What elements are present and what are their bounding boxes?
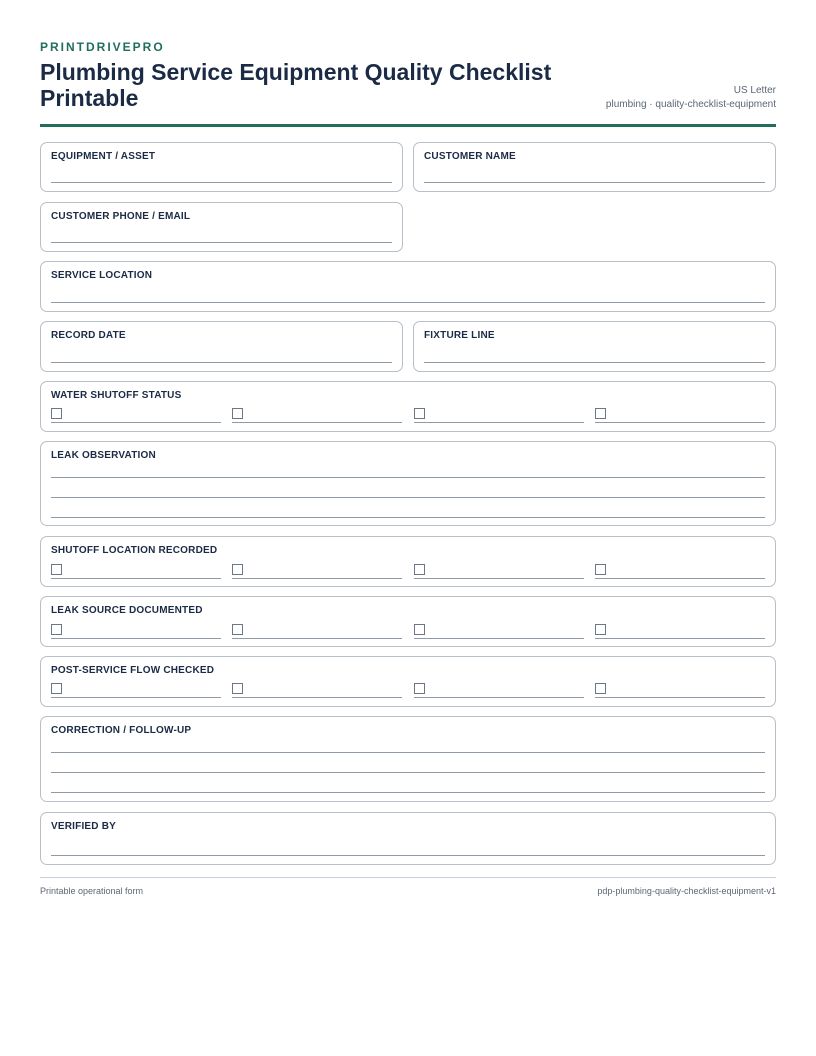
checkbox[interactable] bbox=[595, 564, 606, 575]
leak-source-documented-field bbox=[40, 596, 776, 647]
option-line[interactable] bbox=[51, 578, 221, 579]
option-line[interactable] bbox=[595, 697, 765, 698]
equipment-asset-label: EQUIPMENT / ASSET bbox=[51, 151, 156, 162]
leak-observation-input-line[interactable] bbox=[51, 477, 765, 478]
option-line[interactable] bbox=[414, 697, 584, 698]
option-line[interactable] bbox=[232, 697, 402, 698]
checkbox-option bbox=[51, 623, 221, 639]
correction-follow-up-input-line[interactable] bbox=[51, 752, 765, 753]
service-location-input-line[interactable] bbox=[51, 302, 765, 303]
post-service-flow-checked-label: POST-SERVICE FLOW CHECKED bbox=[51, 665, 215, 676]
page-title: Plumbing Service Equipment Quality Checklist Printable bbox=[40, 59, 552, 111]
correction-follow-up-input-line[interactable] bbox=[51, 792, 765, 793]
water-shutoff-status-field bbox=[40, 381, 776, 432]
checkbox[interactable] bbox=[232, 683, 243, 694]
option-line[interactable] bbox=[595, 422, 765, 423]
record-date-field bbox=[40, 321, 403, 372]
customer-contact-label: CUSTOMER PHONE / EMAIL bbox=[51, 211, 191, 222]
customer-name-field bbox=[413, 142, 776, 192]
checkbox-option bbox=[414, 682, 584, 698]
checkbox-option bbox=[232, 563, 402, 579]
checkbox-option bbox=[595, 563, 765, 579]
option-line[interactable] bbox=[414, 578, 584, 579]
checkbox-option bbox=[414, 563, 584, 579]
fixture-line-input-line[interactable] bbox=[424, 362, 765, 363]
option-line[interactable] bbox=[595, 578, 765, 579]
customer-name-input-line[interactable] bbox=[424, 182, 765, 183]
checkbox[interactable] bbox=[232, 564, 243, 575]
option-line[interactable] bbox=[414, 638, 584, 639]
checkbox-option bbox=[51, 682, 221, 698]
checkbox[interactable] bbox=[232, 408, 243, 419]
option-line[interactable] bbox=[232, 638, 402, 639]
option-line[interactable] bbox=[51, 638, 221, 639]
correction-follow-up-input-line[interactable] bbox=[51, 772, 765, 773]
shutoff-location-recorded-label: SHUTOFF LOCATION RECORDED bbox=[51, 545, 218, 556]
customer-name-label: CUSTOMER NAME bbox=[424, 151, 516, 162]
checkbox-option bbox=[414, 407, 584, 423]
option-line[interactable] bbox=[51, 697, 221, 698]
leak-observation-input-line[interactable] bbox=[51, 517, 765, 518]
checkbox[interactable] bbox=[51, 408, 62, 419]
option-line[interactable] bbox=[232, 578, 402, 579]
document-header bbox=[40, 40, 776, 127]
checkbox-option bbox=[414, 623, 584, 639]
record-date-input-line[interactable] bbox=[51, 362, 392, 363]
document-meta bbox=[606, 84, 776, 112]
brand-name: PRINTDRIVEPRO bbox=[40, 40, 165, 54]
checkbox[interactable] bbox=[595, 624, 606, 635]
option-line[interactable] bbox=[232, 422, 402, 423]
checkbox[interactable] bbox=[51, 683, 62, 694]
paper-size: US Letter bbox=[733, 85, 776, 96]
checkbox-option bbox=[595, 682, 765, 698]
service-location-field bbox=[40, 261, 776, 312]
leak-observation-input-line[interactable] bbox=[51, 497, 765, 498]
water-shutoff-status-label: WATER SHUTOFF STATUS bbox=[51, 390, 182, 401]
customer-contact-input-line[interactable] bbox=[51, 242, 392, 243]
checkbox-option bbox=[51, 407, 221, 423]
document-tags: plumbing · quality-checklist-equipment bbox=[605, 99, 776, 110]
checkbox[interactable] bbox=[414, 624, 425, 635]
correction-follow-up-field bbox=[40, 716, 776, 802]
checkbox-option bbox=[595, 407, 765, 423]
equipment-asset-input-line[interactable] bbox=[51, 182, 392, 183]
option-line[interactable] bbox=[414, 422, 584, 423]
fixture-line-field bbox=[413, 321, 776, 372]
leak-source-documented-label: LEAK SOURCE DOCUMENTED bbox=[51, 605, 203, 616]
checkbox[interactable] bbox=[51, 624, 62, 635]
checkbox[interactable] bbox=[595, 683, 606, 694]
leak-observation-label: LEAK OBSERVATION bbox=[51, 450, 156, 461]
verified-by-field bbox=[40, 812, 776, 865]
checkbox[interactable] bbox=[51, 564, 62, 575]
checkbox-option bbox=[51, 563, 221, 579]
fixture-line-label: FIXTURE LINE bbox=[424, 330, 495, 341]
record-date-label: RECORD DATE bbox=[51, 330, 126, 341]
equipment-asset-field bbox=[40, 142, 403, 192]
footer-form-code: pdp-plumbing-quality-checklist-equipment-v1 bbox=[597, 886, 776, 896]
verified-by-input-line[interactable] bbox=[51, 855, 765, 856]
customer-contact-field bbox=[40, 202, 403, 252]
checkbox[interactable] bbox=[232, 624, 243, 635]
verified-by-label: VERIFIED BY bbox=[51, 821, 116, 832]
correction-follow-up-label: CORRECTION / FOLLOW-UP bbox=[51, 725, 192, 736]
checkbox-option bbox=[232, 623, 402, 639]
option-line[interactable] bbox=[51, 422, 221, 423]
option-line[interactable] bbox=[595, 638, 765, 639]
checkbox-option bbox=[232, 407, 402, 423]
checkbox[interactable] bbox=[595, 408, 606, 419]
leak-observation-field bbox=[40, 441, 776, 526]
footer-left-text: Printable operational form bbox=[40, 886, 144, 896]
footer-divider bbox=[40, 877, 776, 878]
shutoff-location-recorded-field bbox=[40, 536, 776, 587]
post-service-flow-checked-field bbox=[40, 656, 776, 707]
checkbox[interactable] bbox=[414, 683, 425, 694]
checkbox[interactable] bbox=[414, 408, 425, 419]
service-location-label: SERVICE LOCATION bbox=[51, 270, 153, 281]
checkbox[interactable] bbox=[414, 564, 425, 575]
checkbox-option bbox=[595, 623, 765, 639]
checkbox-option bbox=[232, 682, 402, 698]
